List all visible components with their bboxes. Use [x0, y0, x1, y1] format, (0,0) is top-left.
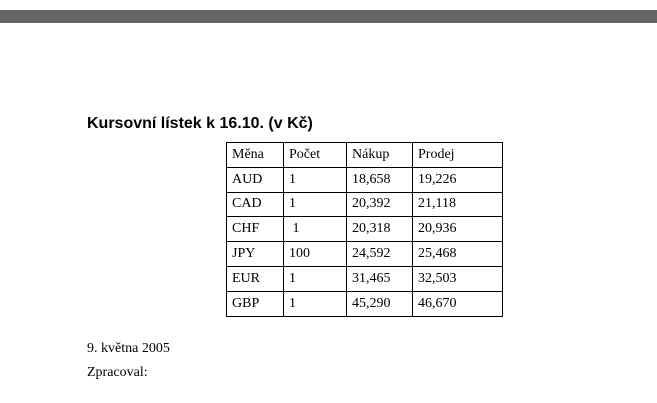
table-row — [227, 291, 503, 316]
column-header: Prodej — [413, 143, 503, 168]
table-cell: 100 — [284, 242, 347, 267]
table-cell: 25,468 — [413, 242, 503, 267]
table-cell: JPY — [227, 242, 284, 267]
table-cell: GBP — [227, 291, 284, 316]
table-cell: 19,226 — [413, 167, 503, 192]
table-body — [227, 167, 503, 316]
table-cell: 32,503 — [413, 266, 503, 291]
author-label: Zpracoval: — [87, 365, 148, 380]
table-cell: 21,118 — [413, 192, 503, 217]
table-cell: AUD — [227, 167, 284, 192]
table-cell: 31,465 — [347, 266, 413, 291]
page-title: Kursovní lístek k 16.10. (v Kč) — [87, 115, 313, 132]
table-cell: 1 — [284, 192, 347, 217]
date-line: 9. května 2005 — [87, 341, 170, 356]
column-header: Nákup — [347, 143, 413, 168]
table-cell: 18,658 — [347, 167, 413, 192]
table-cell: 1 — [284, 266, 347, 291]
exchange-rate-table — [226, 142, 503, 317]
table-cell: CHF — [227, 217, 284, 242]
table-cell: 20,392 — [347, 192, 413, 217]
table-cell: EUR — [227, 266, 284, 291]
table-cell: 1 — [284, 167, 347, 192]
table-cell: 24,592 — [347, 242, 413, 267]
table-cell: 1 — [284, 217, 347, 242]
top-divider-bar — [0, 10, 657, 23]
table-row — [227, 192, 503, 217]
table-row — [227, 266, 503, 291]
table-cell: 1 — [284, 291, 347, 316]
table-row — [227, 167, 503, 192]
table-cell: 20,318 — [347, 217, 413, 242]
table-cell: CAD — [227, 192, 284, 217]
column-header: Měna — [227, 143, 284, 168]
table-cell: 45,290 — [347, 291, 413, 316]
table-header-row — [227, 143, 503, 168]
table-cell: 46,670 — [413, 291, 503, 316]
table-row — [227, 217, 503, 242]
table-cell: 20,936 — [413, 217, 503, 242]
column-header: Počet — [284, 143, 347, 168]
table-row — [227, 242, 503, 267]
